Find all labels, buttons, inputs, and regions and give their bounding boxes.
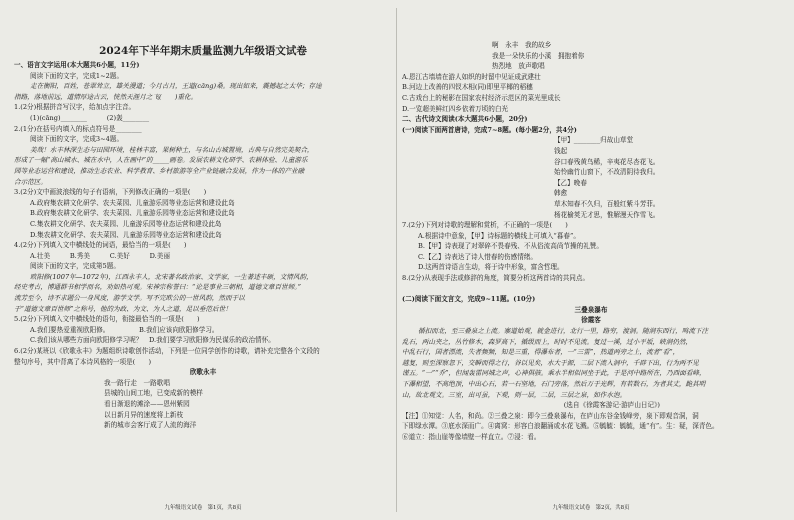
left-text-line: 阅读下面的文字，完成3~4题。: [30, 135, 124, 144]
right-text-line: 韩愈: [554, 189, 568, 198]
right-text-line: D.这两首诗语言生动，将于诗中形象，富含哲理。: [418, 263, 564, 272]
left-text-line: 新的城市会客厅成了人流的海洋: [104, 421, 197, 430]
exam-title: 2024年下半年期末质量监测九年级语文试卷: [99, 45, 307, 57]
right-text-line: A.恩江古墙墙在游人如织的时留中见证成武建壮: [402, 72, 541, 81]
left-text-line: 经史考古，博通群书相学而名，劝如热可观。宋神宗称誉曰：“论是事业三朝相，道德文章百世师。”: [14, 283, 301, 292]
left-text-line: 于“道德文章百世师”之称号，他的为政、为文、为人之道，足以垂范后世！: [14, 304, 232, 313]
left-text-line: 合示范区。: [14, 177, 47, 186]
page-divider: [396, 8, 397, 512]
right-text-line: 循扣而北，至三叠泉之上流。寨道始观，就金进行，北行一里，路穷，渡洞。随涧东西行，鸣流下注: [418, 327, 709, 336]
right-text-line: C.【乙】诗表达了诗人惜春的伤感情绪。: [418, 252, 537, 261]
left-text-line: 阅读下面的文字，完成1~2题。: [30, 71, 124, 80]
right-text-line: (选自《徐霞客游记·游庐山日记》): [563, 401, 660, 410]
right-text-line: 山，故北观文。三室，出可虽，下观，则一层，二层，三层之泉，如作水泡。: [402, 390, 627, 399]
right-text-line: 热烈地 放声歌唱: [492, 62, 545, 71]
right-text-line: [402, 284, 780, 295]
left-text-line: 欣歌永丰: [189, 368, 217, 377]
left-text-line: B.政府集农耕文化研学、农夫菜园、儿童游乐园等业态运营和建设此岛: [30, 209, 235, 218]
right-text-line: (二)阅读下面文言文，完成9~11题。(10分): [402, 295, 536, 304]
right-text-line: (一)阅读下面两首唐诗，完成7~8题。(每小题2分，共4分): [402, 125, 577, 134]
page-footer-left: 九年级语文试卷 第1页，共8页: [164, 505, 242, 511]
right-text-line: 二、古代诗文阅读(本大题共6小题，20分): [402, 115, 528, 124]
left-text-line: 4.(2分)下列填入文中横线处的词语，最恰当的一项是( ): [14, 241, 187, 250]
left-text-line: 走在衡阳，百姓，苍翠耸立，雄关漫道；今月古月，王道(cāng)桑。现出如来，震撼起之太华；存途: [30, 82, 322, 91]
right-text-line: 草木知春不久归，百般红紫斗芳菲。: [554, 199, 660, 208]
left-column: [14, 0, 392, 520]
left-text-line: 流芳至今，诗不求题公一身风度，游学文学。写不完欧公的一世风韵，然而于以: [14, 294, 245, 303]
right-text-line: 始怜幽竹山窗下，不改清阴待我归。: [554, 168, 660, 177]
left-text-line: 园等业态运营和建设，推动生态农业、科学教育、乡村旅游等全产业链融合发展，作为一体的产业融: [14, 166, 305, 175]
page-footer-right: 九年级语文试卷 第2页，共8页: [552, 505, 630, 511]
right-text-line: 8.(2分)从表现手法或修辞的角度，简要分析这两首诗的共同点。: [402, 274, 590, 283]
right-text-line: B.【甲】诗表现了对翠碎不畏春残、不从俗流高尚节操的礼赞。: [418, 242, 603, 251]
left-text-line: 欧阳修(1007年—1072年)，江西永丰人，北宋著名政治家、文学家，一生著述丰硕，文情风韵，: [30, 272, 313, 281]
left-text-line: 美哉！水丰林深生态与田园环境，桂林丰富，果树种土，与名山古城置境，古典与自然完美契合，: [30, 145, 314, 154]
right-text-line: 钱起: [554, 146, 568, 155]
left-text-line: (1)(cāng)________ (2)轰________: [30, 113, 150, 122]
right-text-line: 三叠泉瀑布: [574, 305, 608, 314]
left-text-line: 整句序号，其中背离了本诗风格的一项是( ): [14, 357, 152, 366]
left-text-line: C.我们该从哪些方面向欧阳修学习呢？ D.我们要学习欧阳修为民谋乐的政治情怀。: [30, 336, 275, 345]
left-text-line: 6.(2分)某班以《欣歌永丰》为题组织诗歌创作活动，下列是一位同学创作的诗歌，请补充完整各个文段的: [14, 347, 320, 356]
right-text-line: 7.(2分)下列对诗歌的理解和赏析，不正确的一项是( ): [402, 221, 568, 230]
left-text-line: A.壮美 B.秀美 C.美好 D.美丽: [30, 251, 170, 260]
right-top-spacer: [402, 0, 780, 40]
right-text-line: 中乱石行，国者漂流，失者频频，知是三重，得瀑布者，一“三雷”，热道两旁之上，流者“看”，: [402, 348, 680, 357]
right-text-line: 我是一朵快乐的小溪 拥抱着你: [492, 51, 585, 60]
left-text-line: 2.(1分)在括号内填入的标点符号是________: [14, 124, 142, 133]
right-text-line: 谨五。“一”“乔”，但闻轰雷同城之声，心神俱骇。乘水半相似同坐于此，于是河中路所在，乃西面看峰，: [402, 369, 706, 378]
left-text-line: 5.(2分)下列填入文中横线处的语句，衔接最恰当的一项是( ): [14, 315, 200, 324]
left-text-line: 1.(2分)根据拼音写汉字，给加点字注音。: [14, 103, 136, 112]
left-text-line: C.集农耕文化研学、农夫菜园、儿童游乐园等业态运营和建设此岛: [30, 219, 222, 228]
right-text-line: 【注】①知觉：人名，和尚。②三叠之泉：即今三叠泉瀑布，在庐山东谷金钱峰旁，泉下即观音洞，洞: [402, 411, 699, 420]
right-text-line: D.一览超美鲜红四乡依着万顷的白光: [402, 104, 509, 113]
right-text-line: 越复，则至深察忽下，交瞬而得之行，谷以见矣，水大于源，二层下流入洞中，千辟下出，行为两不见: [402, 358, 699, 367]
right-text-line: 下瀑相望，不高绝顶，中出心石，若一石坚地，石门旁落，然后万于光辉，有若数石，为者其丈，跪其明: [402, 380, 706, 388]
right-text-line: 下即绿水潭。③底水深而广。④离窝：形容白浪翻涌或水花飞溅。⑤毓毓：毓毓，通“有”。生：疑，深青色。: [402, 422, 719, 431]
left-text-line: 看日渐退的滩涂——恩州紫园: [104, 400, 190, 408]
left-text-line: A.政府集农耕文化研学、农夫菜园、儿童游乐园等业态运营和建设此岛: [30, 198, 235, 207]
right-text-line: 【乙】晚春: [554, 178, 587, 187]
right-text-line: 【甲】________归故山草堂: [554, 136, 634, 145]
left-text-line: 形成了一幅“高山城水、城在水中，人在画中”的_____画卷。发展农耕文化研学、农耕体验、儿童游乐: [14, 156, 308, 165]
right-text-line: 啊 永丰 我的故乡: [492, 41, 552, 49]
right-text-block: [402, 40, 780, 443]
left-text-line: 我一路行走 一路歌唱: [104, 378, 170, 387]
right-text-line: 乱石，两山夹之，丛竹修木，森罗高下，循级而上，时时不见流。复过一溪，过小平坂，峡涧仍然，: [402, 337, 693, 346]
right-text-line: ⑥道立：指山崖等像墙壁一样直立。⑦浸：看。: [402, 432, 541, 441]
left-text-line: 一、语言文字运用(本大题共6小题，11分): [14, 61, 140, 69]
right-text-line: A.根据诗中意象，【甲】诗标题的横线上可填入“暮春”。: [418, 231, 580, 240]
left-text-line: 指路，落地前远，道情厚途古云，恍然天涯月之飞( )重化。: [14, 92, 198, 101]
right-text-line: 杨花榆荚无才思，惟解漫天作雪飞。: [554, 210, 660, 219]
left-text-block: [14, 60, 392, 431]
left-text-line: A.我们要热爱重视欧阳修。 B.我们应该向欧阳修学习。: [30, 325, 219, 334]
right-text-line: C.古戏台上的秘影在国家农村经济示范区的菜光里成长: [402, 93, 561, 102]
left-text-line: D.集农耕文化研学、农夫菜园、儿童游乐园等业态运营和建设此岛: [30, 230, 222, 239]
left-text-line: 县城的山间工地，已变成新的模样: [104, 389, 203, 398]
right-text-line: B.河边上改善的四钗木相(同)即里平椰的稻穗: [402, 83, 533, 92]
left-text-line: 阅读下面的文字，完成第5题。: [30, 262, 120, 271]
right-column: [402, 0, 780, 520]
left-text-line: 以日新月异的速度将上新枝: [104, 410, 184, 419]
left-text-line: 3.(2分)文中画波浪线的句子有语病，下列修改正确的一项是( ): [14, 188, 207, 197]
right-text-line: 谷口春残黄鸟稀，辛夷花尽杏花飞。: [554, 157, 660, 166]
right-text-line: 徐霞客: [581, 316, 601, 325]
